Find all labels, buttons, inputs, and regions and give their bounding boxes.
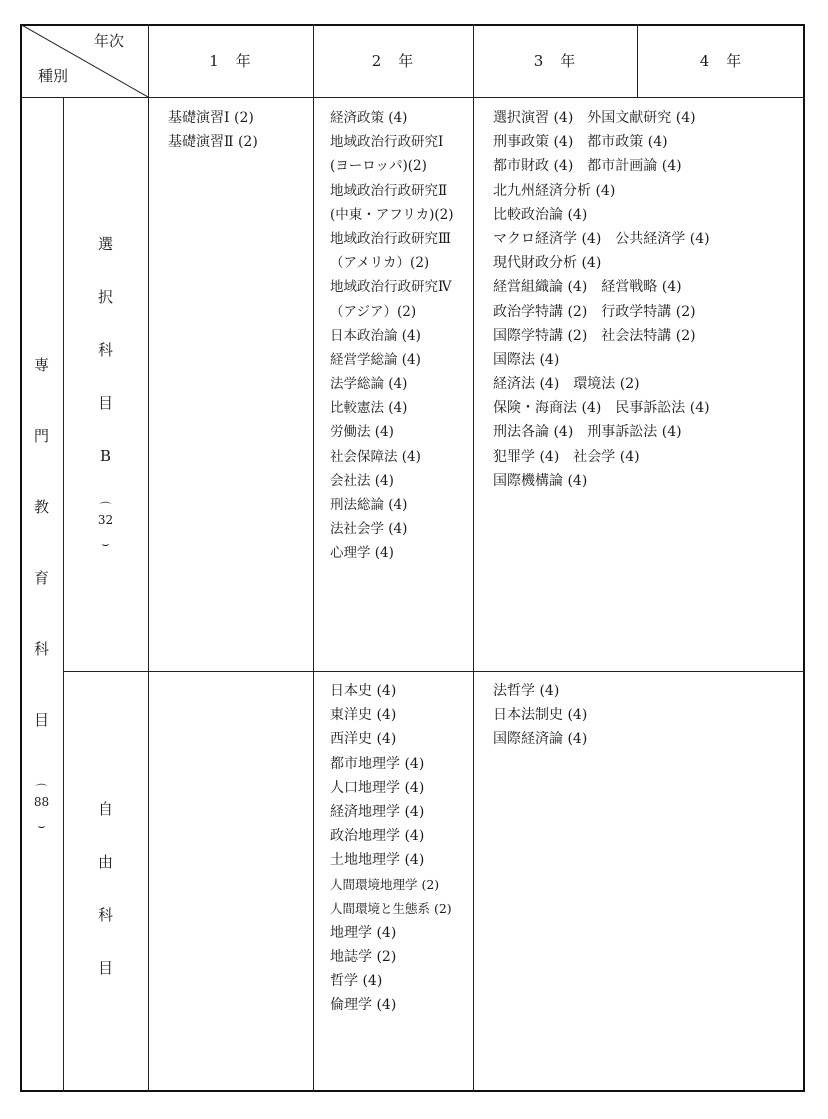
course-item: 人間環境と生態系 (2) xyxy=(330,900,452,916)
elective-b-year3-4-list xyxy=(493,106,710,493)
category-main-char: 教 xyxy=(33,498,49,516)
category-free-char: 科 xyxy=(97,906,113,924)
header-divider xyxy=(20,97,805,98)
course-item: 哲学 (4) xyxy=(330,973,383,990)
course-item: 経済政策 (4) xyxy=(330,110,408,126)
category-elective-b-label xyxy=(63,237,148,550)
course-item: 刑事政策 (4) 都市政策 (4) xyxy=(493,134,668,151)
category-free-label xyxy=(63,802,148,1014)
header-year-3: 3 年 xyxy=(533,52,577,70)
header-diagonal-line xyxy=(20,24,148,97)
course-item: 比較政治論 (4) xyxy=(493,206,588,223)
category-b-credits: ⌒ 32 ⌣ xyxy=(97,501,114,551)
free-year2-list xyxy=(330,679,452,1018)
course-item: 日本史 (4) xyxy=(330,683,397,699)
course-item: 西洋史 (4) xyxy=(330,731,397,748)
course-item: 地域政治行政研究Ⅲ xyxy=(330,230,452,247)
category-main-label xyxy=(20,358,63,832)
category-main-credits: ⌒ 88 ⌣ xyxy=(33,783,50,833)
course-item: 国際法 (4) xyxy=(493,351,560,368)
course-item: 国際経済論 (4) xyxy=(493,731,588,748)
course-item: 経済法 (4) 環境法 (2) xyxy=(493,376,640,393)
category-b-char: 選 xyxy=(97,235,113,253)
course-item: 法哲学 (4) xyxy=(493,683,560,699)
course-item: 刑法各論 (4) 刑事訴訟法 (4) xyxy=(493,424,682,441)
course-item: （アジア）(2) xyxy=(330,303,417,320)
course-item: 比較憲法 (4) xyxy=(330,400,408,417)
course-item: (ヨーロッパ)(2) xyxy=(330,158,427,175)
category-b-char: B xyxy=(99,447,112,465)
category-free-char: 自 xyxy=(97,800,113,818)
course-item: 保険・海商法 (4) 民事訴訟法 (4) xyxy=(493,400,710,417)
course-item: 経営組織論 (4) 経営戦略 (4) xyxy=(493,279,682,296)
course-item: 心理学 (4) xyxy=(330,545,394,562)
category-main-char: 科 xyxy=(33,640,49,658)
course-item: 選択演習 (4) 外国文献研究 (4) xyxy=(493,110,696,126)
course-item: 地誌学 (2) xyxy=(330,949,397,966)
course-item: 日本政治論 (4) xyxy=(330,327,421,344)
category-free-char: 目 xyxy=(97,959,113,977)
header-year-4: 4 年 xyxy=(699,52,743,70)
course-item: （アメリカ）(2) xyxy=(330,255,430,272)
header-type-label: 種別 xyxy=(38,67,69,85)
category-main-char: 育 xyxy=(33,569,49,587)
category-b-char: 目 xyxy=(97,394,113,412)
col-divider-1 xyxy=(148,24,149,1092)
course-item: 北九州経済分析 (4) xyxy=(493,182,616,199)
course-item: 地域政治行政研究Ⅰ xyxy=(330,134,444,151)
free-year3-4-list xyxy=(493,679,587,752)
elective-b-year1-list xyxy=(168,106,258,154)
row-divider xyxy=(63,671,805,672)
category-b-char: 択 xyxy=(97,288,113,306)
course-item: 基礎演習Ⅰ (2) xyxy=(168,110,254,126)
course-item: 法社会学 (4) xyxy=(330,521,408,538)
category-main-char: 門 xyxy=(33,427,49,445)
course-item: 人口地理学 (4) xyxy=(330,779,425,796)
header-year-1: 1 年 xyxy=(209,52,252,70)
course-item: 東洋史 (4) xyxy=(330,707,397,724)
category-main-char: 専 xyxy=(33,356,49,374)
elective-b-year2-list xyxy=(330,106,453,566)
course-item: 土地地理学 (4) xyxy=(330,852,425,869)
course-item: 政治地理学 (4) xyxy=(330,828,425,845)
course-item: 地理学 (4) xyxy=(330,924,397,941)
header-year-label: 年次 xyxy=(94,32,125,50)
category-b-char: 科 xyxy=(97,341,113,359)
course-item: 国際機構論 (4) xyxy=(493,472,588,489)
course-item: (中東・アフリカ)(2) xyxy=(330,206,454,223)
col-divider-3 xyxy=(473,24,474,1092)
course-item: 法学総論 (4) xyxy=(330,376,408,393)
course-item: 政治学特講 (2) 行政学特講 (2) xyxy=(493,303,696,320)
course-item: 経営学総論 (4) xyxy=(330,351,421,368)
course-item: 地域政治行政研究Ⅳ xyxy=(330,279,452,296)
course-item: 地域政治行政研究Ⅱ xyxy=(330,182,448,199)
category-free-char: 由 xyxy=(97,853,113,871)
course-item: 人間環境地理学 (2) xyxy=(330,876,440,892)
header-year-2: 2 年 xyxy=(371,52,415,70)
course-item: 経済地理学 (4) xyxy=(330,803,425,820)
category-main-char: 目 xyxy=(33,711,49,729)
course-item: 労働法 (4) xyxy=(330,424,394,441)
course-item: 刑法総論 (4) xyxy=(330,497,408,513)
course-item: 会社法 (4) xyxy=(330,472,394,489)
course-item: 都市地理学 (4) xyxy=(330,755,425,772)
course-item: 現代財政分析 (4) xyxy=(493,255,602,272)
course-item: 倫理学 (4) xyxy=(330,997,397,1014)
course-item: 都市財政 (4) 都市計画論 (4) xyxy=(493,158,682,175)
course-item: 犯罪学 (4) 社会学 (4) xyxy=(493,448,640,465)
course-item: 国際学特講 (2) 社会法特講 (2) xyxy=(493,327,696,344)
course-item: 基礎演習Ⅱ (2) xyxy=(168,134,258,151)
course-item: 社会保障法 (4) xyxy=(330,448,421,465)
col-divider-4 xyxy=(637,24,638,97)
course-item: 日本法制史 (4) xyxy=(493,707,588,724)
course-item: マクロ経済学 (4) 公共経済学 (4) xyxy=(493,230,710,247)
col-divider-2 xyxy=(313,24,314,1092)
